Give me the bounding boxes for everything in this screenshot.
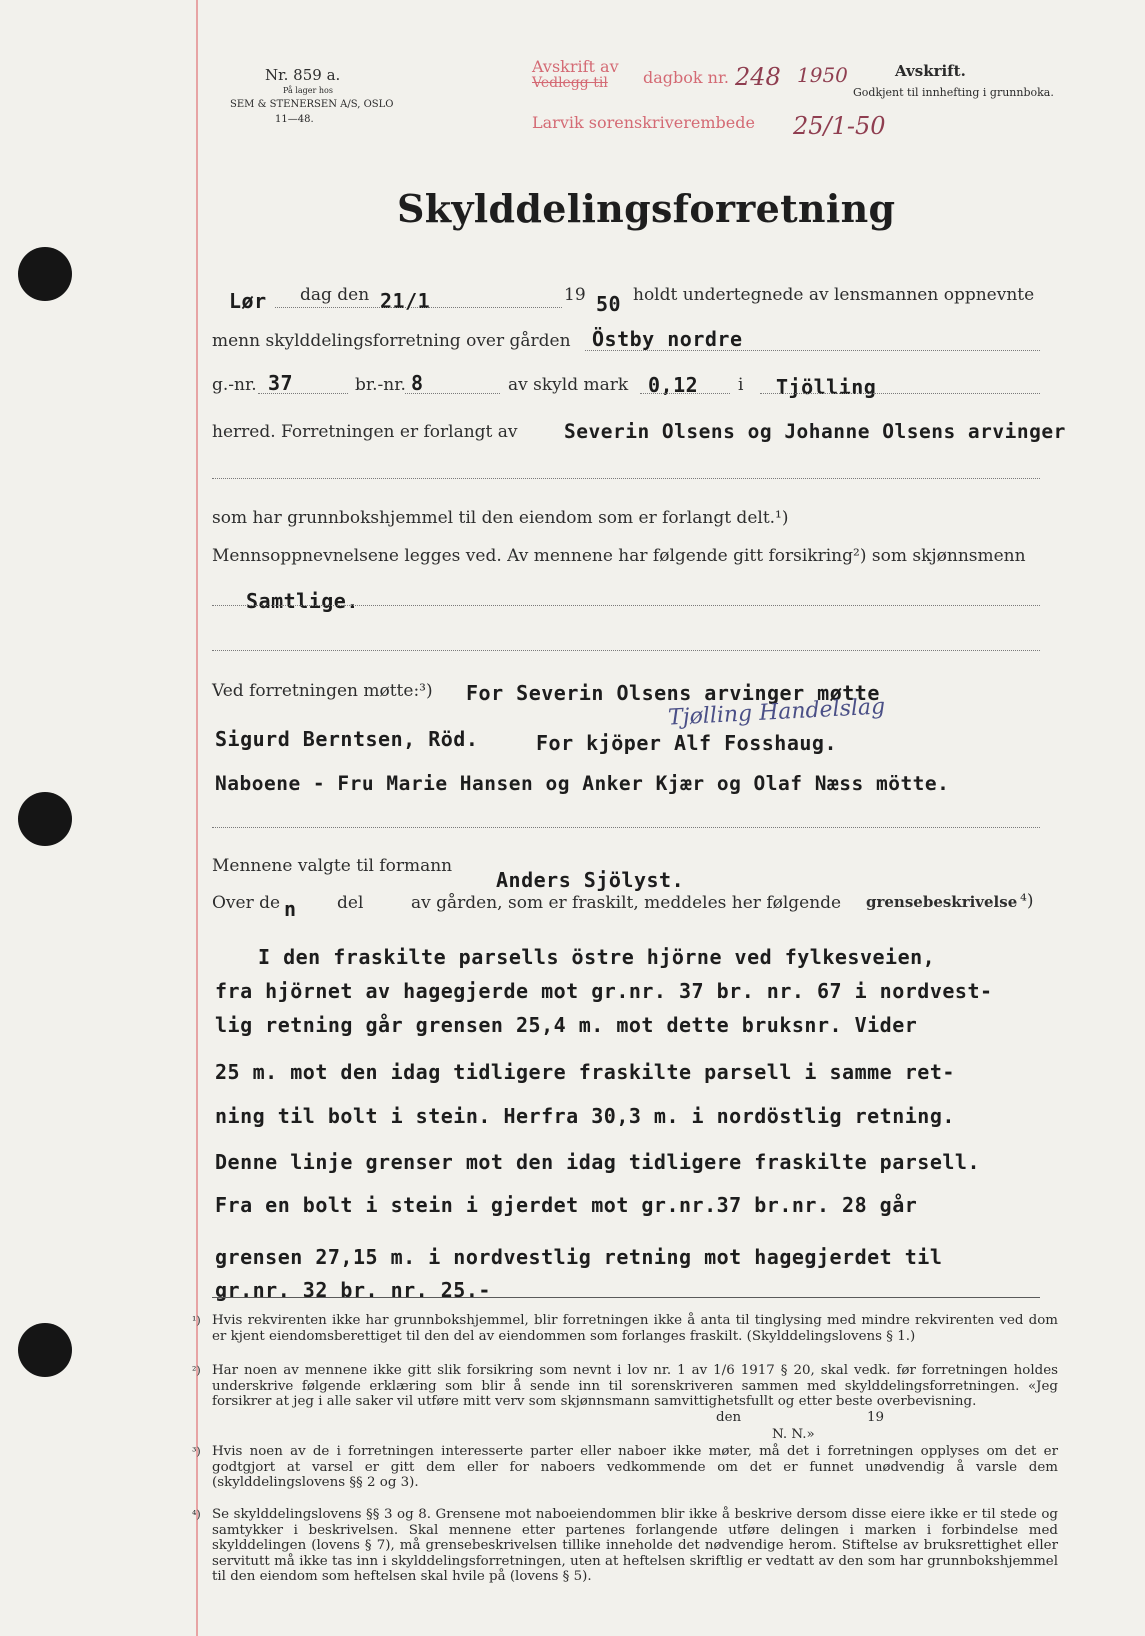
punch-hole — [18, 1323, 72, 1377]
stamp-text: Larvik sorenskriverembede — [532, 113, 755, 132]
footnote-nn: N. N.» — [772, 1427, 815, 1442]
typed-skyld: 0,12 — [648, 373, 699, 397]
label-over: Over de — [212, 893, 281, 913]
description-line: 25 m. mot den idag tidligere fraskilte parsell i samme ret- — [215, 1060, 955, 1084]
description-line: fra hjörnet av hagegjerde mot gr.nr. 37 br. nr. 67 i nordvest- — [215, 979, 993, 1003]
description-line: I den fraskilte parsells östre hjörne ved fylkesveien, — [258, 945, 936, 969]
footnote: ⁴) Se skylddelingslovens §§ 3 og 8. Grensene mot naboeiendommen blir ikke å beskrive dersom disse eiere ikke er til stede og samtykker i beskrivelsen. Skal mennene etter partenes forlangende utføre delingen i marken i forbindelse med skylddelingen (lovens § 7), må grensebeskrivelsen tillike inneholde det nødvendige herom. Stiftelse av bruksrettighet eller servitutt må ikke tas inn i skylddelingsforretningen, uten at heftelsen skriftlig er vedtatt av den som har grunnbokshjemmel til den eiendom som heftelsen skal hvile på (lovens § 5). — [192, 1507, 1058, 1585]
label-mennsoppnevnelse: Mennsoppnevnelsene legges ved. Av mennene har følgende gitt forsikring²) som skjønnsmenn — [212, 546, 1026, 566]
typed-date: 21/1 — [380, 289, 431, 313]
typed-attendance-2b: For kjöper Alf Fosshaug. — [536, 731, 837, 755]
label-19: 19 — [564, 285, 586, 305]
label-attendance: Ved forretningen møtte:³) — [212, 681, 433, 701]
description-line: Denne linje grenser mot den idag tidligere fraskilte parsell. — [215, 1150, 981, 1174]
footnote: ²) Har noen av mennene ikke gitt slik forsikring som nevnt i lov nr. 1 av 1/6 1917 § 20, skal vedk. før forretningen holdes underskrive følgende erklæring som blir å sende inn til sorenskriveren sammen med skylddelingsforretningen. «Jeg forsikrer at jeg i alle saker vil utføre mitt verv som skjønnsmann samvittighetsfullt og etter beste overbevisning. — [192, 1363, 1058, 1410]
margin-line — [196, 0, 198, 1636]
label-hjemmel: som har grunnbokshjemmel til den eiendom som er forlangt delt.¹) — [212, 508, 789, 528]
stamp-text: dagbok nr. — [643, 68, 729, 87]
page-title: Skylddelingsforretning — [397, 186, 896, 231]
label-i: i — [738, 375, 744, 395]
footnote: ¹) Hvis rekvirenten ikke har grunnbokshjemmel, blir forretningen ikke å anta til tinglysing med mindre rekvirenten ved dom er kjent eiendomsberettiget til den del av eiendommen som forlanges fraskilt. (Skylddelingslovens § 1.) — [192, 1313, 1058, 1344]
label-boundary-rest: av gården, som er fraskilt, meddeles her følgende — [411, 893, 842, 913]
footnote-den: den — [716, 1410, 742, 1425]
typed-weekday: Lør — [229, 289, 267, 313]
typed-chairman: Anders Sjölyst. — [496, 868, 685, 892]
label-brnr: br.-nr. — [355, 375, 406, 395]
typed-samtlige: Samtlige. — [246, 589, 359, 613]
label-farm: menn skylddelingsforretning over gården — [212, 331, 571, 351]
publisher-line: SEM & STENERSEN A/S, OSLO — [230, 99, 394, 110]
label-skyld: av skyld mark — [508, 375, 629, 395]
typed-year: 50 — [596, 292, 622, 316]
label-chairman: Mennene valgte til formann — [212, 856, 453, 876]
description-line: lig retning går grensen 25,4 m. mot dette bruksnr. Vider — [215, 1013, 918, 1037]
footnote: ³) Hvis noen av de i forretningen interesserte parter eller naboer ikke møter, må det i forretningen opplyses om det er godtgjort at varsel er gitt dem eller for naboers vedkommende om det er funnet unødvendig å varsle dem (skylddelingslovens §§ 2 og 3). — [192, 1444, 1058, 1491]
publisher-line: 11—48. — [275, 114, 314, 125]
label-grensebeskrivelse: grensebeskrivelse — [866, 893, 1018, 911]
label-gnr: g.-nr. — [212, 375, 257, 395]
stamp-text: Vedlegg til — [532, 75, 608, 91]
label-requester: herred. Forretningen er forlangt av — [212, 422, 518, 442]
label-footnote-ref: ⁴) — [1020, 891, 1034, 911]
description-line: ning til bolt i stein. Herfra 30,3 m. i nordöstlig retning. — [215, 1104, 955, 1128]
form-number: Nr. 859 a. — [265, 66, 341, 84]
typed-attendance-1: For Severin Olsens arvinger møtte — [466, 681, 880, 705]
typed-farm: Östby nordre — [592, 327, 743, 351]
punch-hole — [18, 247, 72, 301]
label-del: del — [337, 893, 364, 913]
label-dag-den: dag den — [300, 285, 370, 305]
typed-requester: Severin Olsens og Johanne Olsens arvinger — [564, 420, 1066, 443]
typed-brnr: 8 — [411, 371, 424, 395]
description-line: gr.nr. 32 br. nr. 25.- — [215, 1278, 491, 1302]
footnote-19: 19 — [867, 1410, 885, 1425]
punch-hole — [18, 792, 72, 846]
stamp-text: Avskrift av — [532, 57, 619, 76]
label-line1-after: holdt undertegnede av lensmannen oppnevnte — [633, 285, 1035, 305]
handwritten-date: 25/1-50 — [793, 112, 886, 140]
avskrift-label: Avskrift. — [895, 62, 966, 80]
handwritten-insert: Tjølling Handelslag — [667, 694, 886, 731]
description-line: grensen 27,15 m. i nordvestlig retning mot hagegjerdet til — [215, 1245, 943, 1269]
publisher-line: På lager hos — [283, 86, 333, 95]
typed-place: Tjölling — [776, 375, 877, 399]
approval-text: Godkjent til innhefting i grunnboka. — [853, 86, 1054, 99]
typed-n: n — [284, 897, 297, 921]
description-line: Fra en bolt i stein i gjerdet mot gr.nr.37 br.nr. 28 går — [215, 1193, 918, 1217]
typed-gnr: 37 — [268, 371, 294, 395]
handwritten-number: 248 — [735, 63, 781, 91]
handwritten-year: 1950 — [797, 63, 848, 87]
typed-attendance-3: Naboene - Fru Marie Hansen og Anker Kjær og Olaf Næss mötte. — [215, 772, 950, 795]
typed-attendance-2a: Sigurd Berntsen, Röd. — [215, 727, 479, 751]
